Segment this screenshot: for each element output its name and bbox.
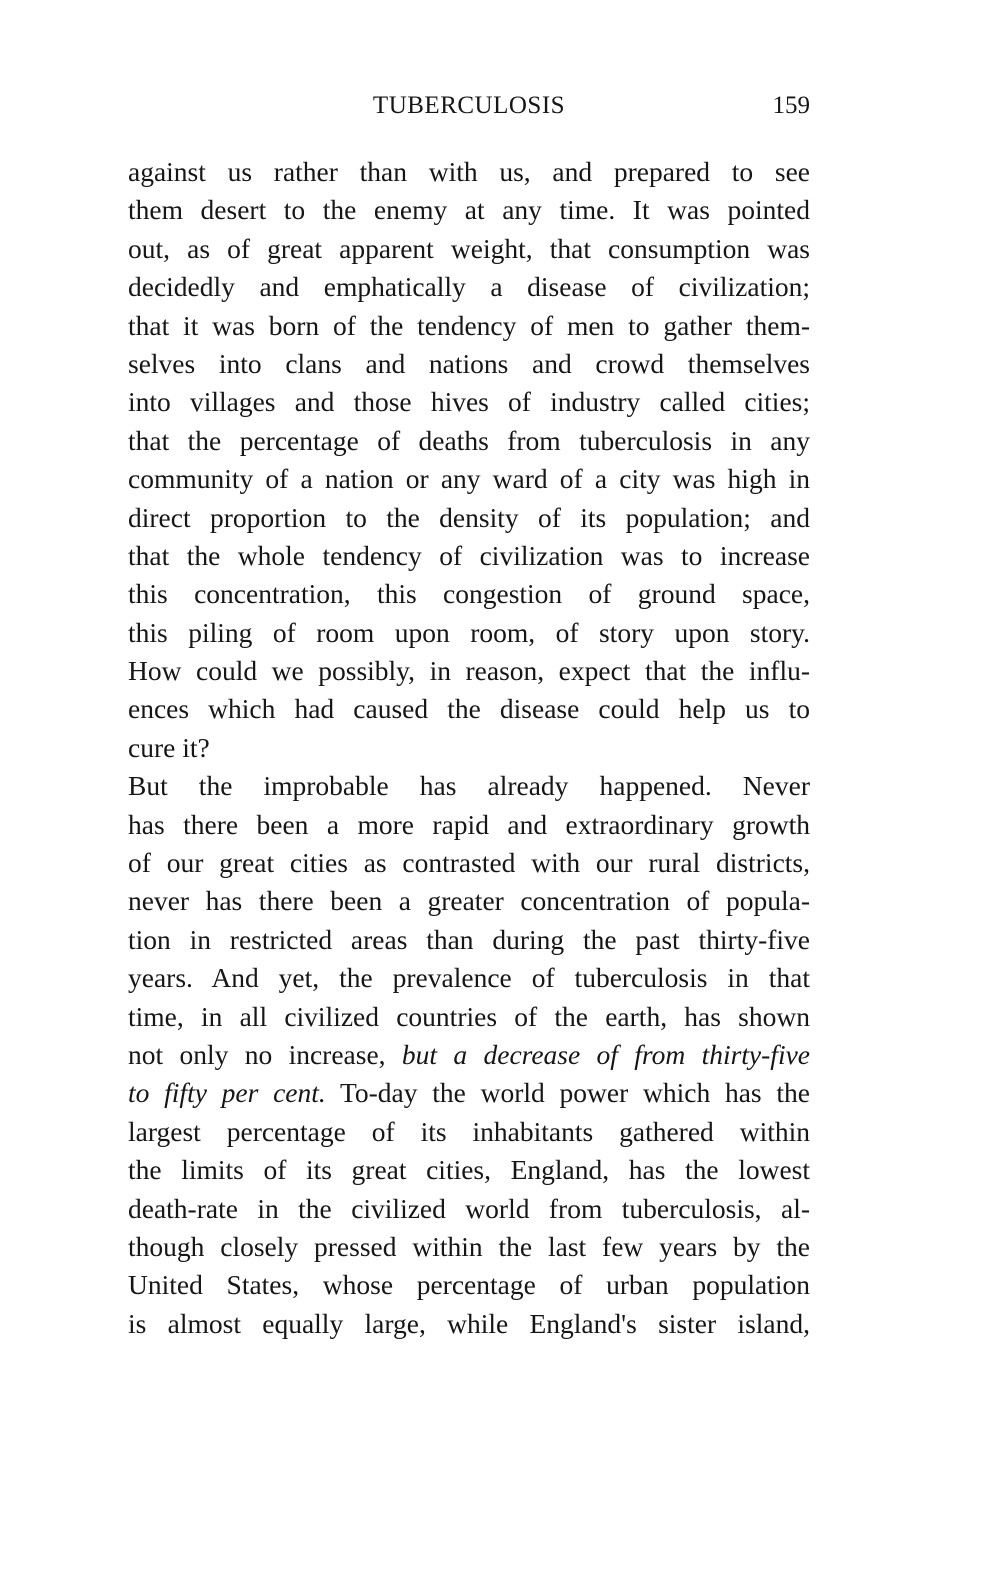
text-line: [128, 844, 810, 882]
text-line: [128, 1074, 810, 1112]
text-segment: has there been a more rapid and extraordinary growth: [128, 808, 810, 840]
text-segment: that it was born of the tendency of men to gather them-: [128, 309, 810, 341]
text-line: [128, 307, 810, 345]
text-segment: cure it?: [128, 731, 210, 763]
text-line: [128, 537, 810, 575]
body-text: [128, 153, 810, 1343]
text-segment: direct proportion to the density of its population; and: [128, 501, 810, 533]
text-segment: time, in all civilized countries of the earth, has shown: [128, 1000, 810, 1032]
text-line: [128, 499, 810, 537]
text-line: [128, 345, 810, 383]
text-line: [128, 1113, 810, 1151]
text-segment: that the whole tendency of civilization was to increase: [128, 539, 810, 571]
text-line: [128, 998, 810, 1036]
text-line: [128, 806, 810, 844]
text-line: [128, 575, 810, 613]
paragraph: [128, 153, 810, 767]
text-segment: years. And yet, the prevalence of tuberculosis in that: [128, 962, 810, 994]
text-segment: largest percentage of its inhabitants gathered within: [128, 1115, 810, 1147]
text-segment: How could we possibly, in reason, expect that the influ-: [128, 655, 810, 687]
text-line: [128, 153, 810, 191]
text-line: [128, 383, 810, 421]
text-segment: selves into clans and nations and crowd themselves: [128, 347, 810, 379]
text-segment: this piling of room upon room, of story upon story.: [128, 616, 810, 648]
text-line: [128, 230, 810, 268]
text-line: [128, 921, 810, 959]
text-segment: decidedly and emphatically a disease of civilization;: [128, 271, 810, 303]
paragraph: [128, 767, 810, 1343]
text-segment: tion in restricted areas than during the past thirty-five: [128, 923, 810, 955]
text-line: [128, 422, 810, 460]
text-line: [128, 729, 810, 767]
text-line: [128, 191, 810, 229]
text-segment: the limits of its great cities, England, has the lowest: [128, 1154, 810, 1186]
page-header: [128, 92, 810, 128]
text-segment: that the percentage of deaths from tuberculosis in any: [128, 424, 810, 456]
text-line: [128, 882, 810, 920]
text-segment: death-rate in the civilized world from tuberculosis, al-: [128, 1192, 810, 1224]
text-segment: not only no increase,: [128, 1038, 402, 1070]
text-line: [128, 614, 810, 652]
text-segment: But the improbable has already happened. Never: [128, 770, 810, 802]
text-line: [128, 1190, 810, 1228]
text-line: [128, 1151, 810, 1189]
text-segment: To-day the world power which has the: [325, 1077, 810, 1109]
text-line: [128, 959, 810, 997]
text-segment: never has there been a greater concentration of popula-: [128, 885, 810, 917]
text-segment: into villages and those hives of industry called cities;: [128, 386, 810, 418]
running-title: TUBERCULOSIS: [372, 92, 566, 119]
text-segment: against us rather than with us, and prepared to see: [128, 156, 810, 187]
text-segment: ences which had caused the disease could help us to: [128, 693, 810, 725]
italic-text: but a decrease of from thirty-five: [401, 1038, 810, 1070]
text-line: [128, 1305, 810, 1343]
text-segment: United States, whose percentage of urban population: [128, 1269, 810, 1301]
text-segment: them desert to the enemy at any time. It was pointed: [128, 194, 810, 226]
text-segment: this concentration, this congestion of ground space,: [128, 578, 810, 610]
text-segment: of our great cities as contrasted with our rural districts,: [128, 847, 810, 879]
text-line: [128, 767, 810, 805]
text-line: [128, 1228, 810, 1266]
text-segment: out, as of great apparent weight, that consumption was: [128, 232, 810, 264]
text-line: [128, 1266, 810, 1304]
text-line: [128, 690, 810, 728]
text-segment: community of a nation or any ward of a city was high in: [128, 463, 810, 495]
text-line: [128, 268, 810, 306]
italic-text: to fifty per cent.: [128, 1077, 326, 1109]
text-line: [128, 460, 810, 498]
text-segment: is almost equally large, while England's sister island,: [128, 1307, 810, 1339]
text-line: [128, 652, 810, 690]
text-segment: though closely pressed within the last few years by the: [128, 1230, 810, 1262]
page-number: 159: [772, 92, 810, 119]
text-line: [128, 1036, 810, 1074]
